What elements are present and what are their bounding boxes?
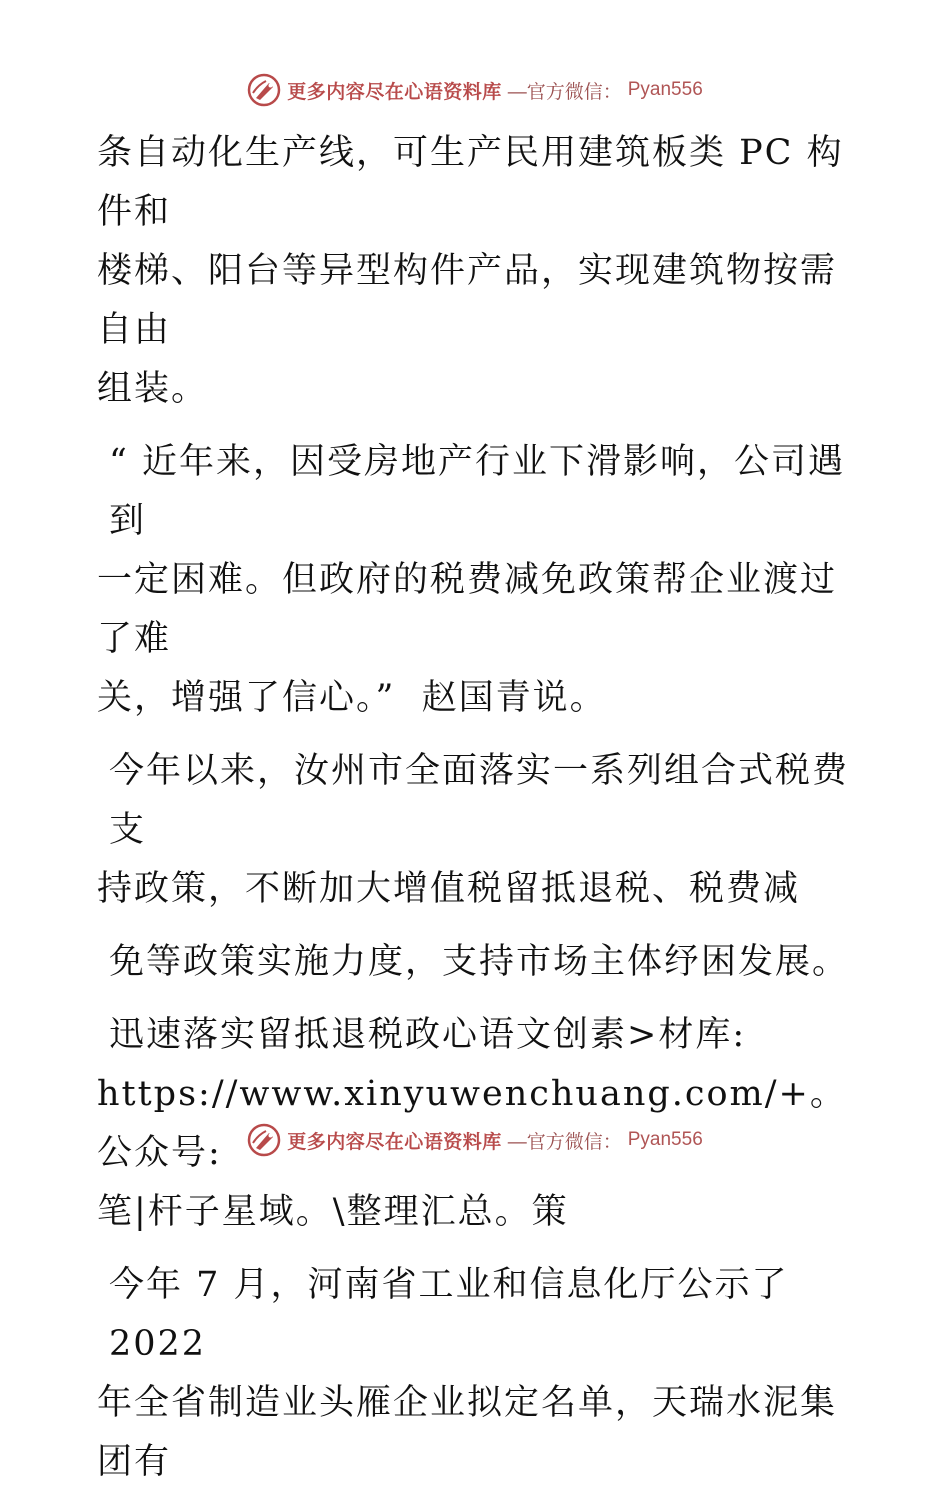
text-line: 今年 7 月，河南省工业和信息化厅公示了 2022 <box>109 1265 802 1364</box>
text-line: 持政策，不断加大增值税留抵退税、税费减 <box>97 869 801 909</box>
text-line: 免等政策实施力度，支持市场主体纾困发展。 <box>109 942 850 982</box>
paragraph-2 <box>97 433 857 551</box>
text-line: 关，增强了信心。” 赵国青说。 <box>97 678 607 718</box>
text-line: 条自动化生产线，可生产民用建筑板类 PC 构件和 <box>97 133 844 232</box>
text-line: “ 近年来，因受房地产行业下滑影响，公司遇到 <box>109 442 846 541</box>
watermark-separator: —官方微信： <box>507 81 622 103</box>
paragraph-1 <box>97 124 857 419</box>
text-line: 笔|杆子星域。\整理汇总。策 <box>97 1192 569 1232</box>
watermark-text: 更多内容尽在心语资料库 <box>287 1130 502 1153</box>
text-line: 楼梯、阳台等异型构件产品，实现建筑物按需自由 <box>97 251 838 350</box>
text-line: 今年以来，汝州市全面落实一系列组合式税费支 <box>109 751 850 850</box>
text-line: 组装。 <box>97 369 209 409</box>
watermark-separator: —官方微信： <box>507 1131 622 1153</box>
paragraph-2-cont <box>97 551 857 728</box>
watermark-wechat-id: Pyan556 <box>627 79 703 100</box>
header-watermark <box>0 70 950 110</box>
paragraph-4 <box>97 933 857 992</box>
text-line: 年全省制造业头雁企业拟定名单，天瑞水泥集团有 <box>97 1383 838 1482</box>
text-line: 迅速落实留抵退税政心语文创素>材库: <box>109 1015 747 1055</box>
watermark-wechat-id: Pyan556 <box>627 1129 703 1150</box>
text-line: https://www.xinyuwenchuang.com/+。公众号: <box>97 1074 847 1173</box>
document-body <box>97 124 857 1492</box>
watermark-text: 更多内容尽在心语资料库 <box>287 80 502 103</box>
text-line: 一定困难。但政府的税费减免政策帮企业渡过了难 <box>97 560 838 659</box>
footer-watermark <box>0 1120 950 1160</box>
pen-nib-logo-icon <box>247 73 281 107</box>
pen-nib-logo-icon <box>247 1123 281 1157</box>
paragraph-6 <box>97 1256 857 1492</box>
paragraph-3 <box>97 742 857 919</box>
